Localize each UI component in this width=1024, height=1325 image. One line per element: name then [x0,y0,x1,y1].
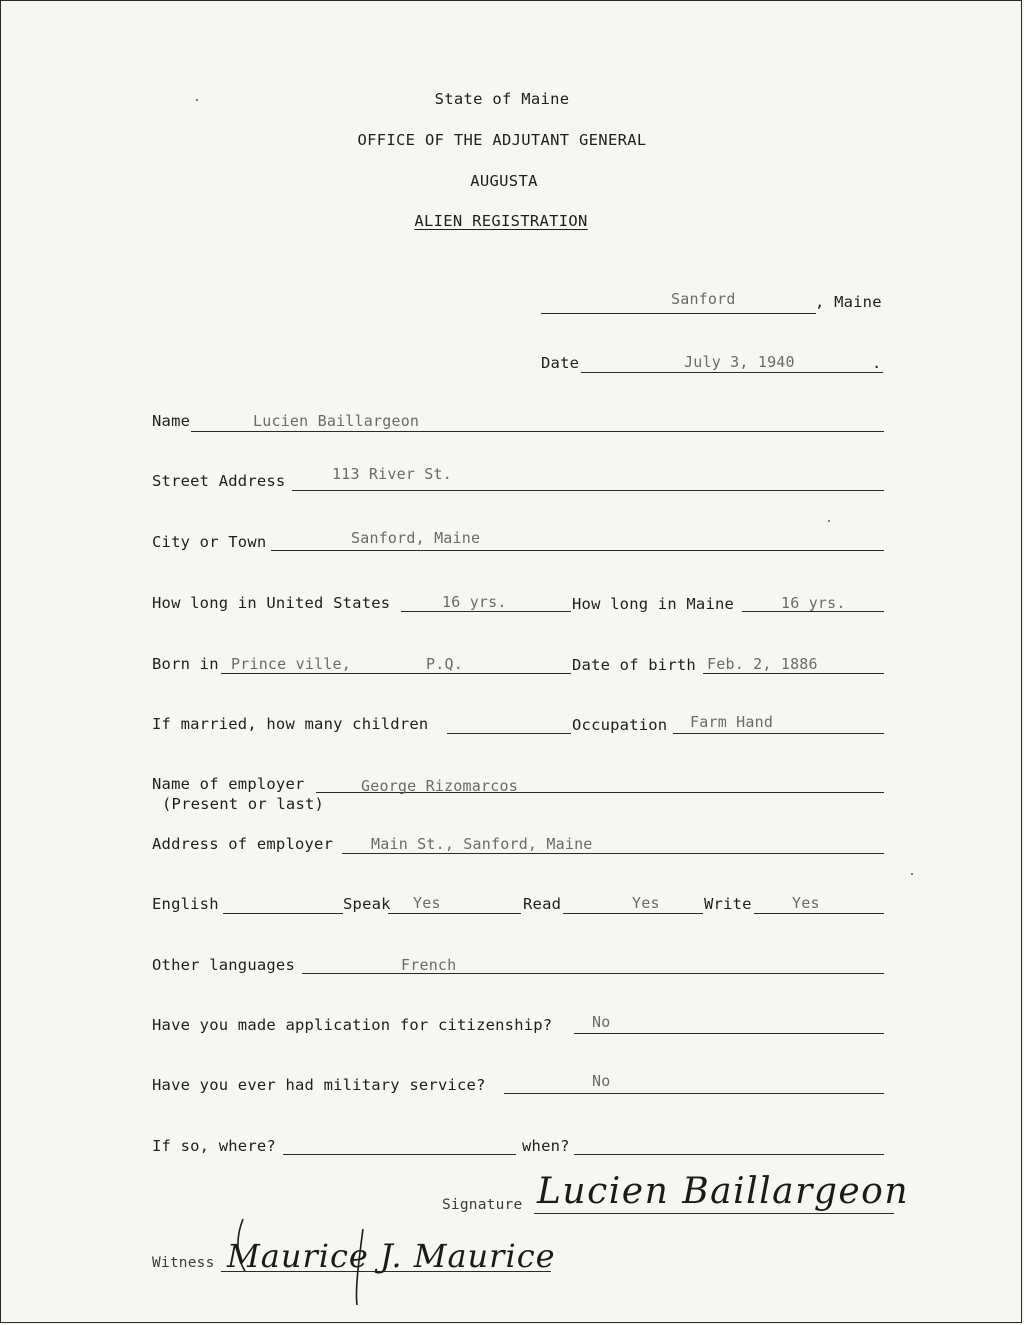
street-line [292,490,884,491]
witness-handwriting [223,1199,556,1313]
maine-years-value: 16 yrs. [781,594,846,612]
military-value: No [592,1072,611,1090]
born-province-value: P.Q. [426,655,463,673]
read-label: Read [523,895,562,913]
signature-label: Signature [442,1197,523,1213]
employer-address-value: Main St., Sanford, Maine [371,835,593,853]
citizenship-label: Have you made application for citizenship? [152,1016,553,1034]
svg-text:Maurice J. Maurice: Maurice J. Maurice [227,1237,556,1275]
maine-years-label: How long in Maine [572,595,735,613]
born-place-value: Prince ville, [231,655,351,673]
city-heading: AUGUSTA [470,172,538,190]
children-line [447,733,571,734]
when-label: when? [522,1137,570,1155]
english-label: English [152,895,219,913]
place-value: Sanford [671,290,736,308]
speak-line [388,913,521,914]
born-label: Born in [152,655,219,673]
us-years-label: How long in United States [152,594,391,612]
write-value: Yes [792,894,820,912]
scan-speck [196,99,198,101]
military-label: Have you ever had military service? [152,1076,486,1094]
speak-label: Speak [343,895,391,913]
dob-line [703,673,884,674]
occupation-line [673,733,884,734]
read-value: Yes [632,894,660,912]
us-years-value: 16 yrs. [442,593,507,611]
read-line [563,913,703,914]
date-value: July 3, 1940 [684,353,795,371]
dob-value: Feb. 2, 1886 [707,655,818,673]
name-value: Lucien Baillargeon [253,412,420,430]
speak-value: Yes [413,894,441,912]
place-line [541,313,816,314]
us-years-line [401,611,571,612]
employer-address-label: Address of employer [152,835,334,853]
write-line [754,913,884,914]
witness-label: Witness [152,1255,215,1271]
place-suffix: , Maine [815,293,882,311]
dob-label: Date of birth [572,656,696,674]
occupation-value: Farm Hand [690,713,774,731]
other-languages-value: French [401,956,457,974]
employer-label: Name of employer [152,775,305,793]
english-line [223,913,343,914]
other-languages-line [302,973,884,974]
form-title: ALIEN REGISTRATION [414,212,588,230]
where-line [283,1154,516,1155]
date-label: Date [541,354,580,372]
name-label: Name [152,412,191,430]
employer-address-line [342,853,884,854]
name-line [191,431,884,432]
citizenship-value: No [592,1013,611,1031]
employer-sublabel: (Present or last) [162,795,325,813]
when-line [574,1154,884,1155]
citizenship-line [574,1033,884,1034]
street-value: 113 River St. [332,465,452,483]
street-label: Street Address [152,472,286,490]
date-end-mark: . [872,354,882,372]
scan-speck [828,520,830,522]
svg-text:Lucien Baillargeon: Lucien Baillargeon [537,1171,910,1212]
children-label: If married, how many children [152,715,429,733]
state-heading: State of Maine [434,90,570,108]
city-label: City or Town [152,533,267,551]
write-label: Write [704,895,752,913]
office-heading: OFFICE OF THE ADJUTANT GENERAL [357,131,647,149]
employer-value: George Rizomarcos [361,777,518,795]
born-line [221,673,571,674]
scan-speck [911,873,913,875]
city-line [271,550,884,551]
military-line [504,1093,884,1094]
occupation-label: Occupation [572,716,668,734]
city-value: Sanford, Maine [351,529,481,547]
where-label: If so, where? [152,1137,276,1155]
signature-handwriting [537,1161,942,1223]
date-line [581,372,883,373]
other-languages-label: Other languages [152,956,295,974]
